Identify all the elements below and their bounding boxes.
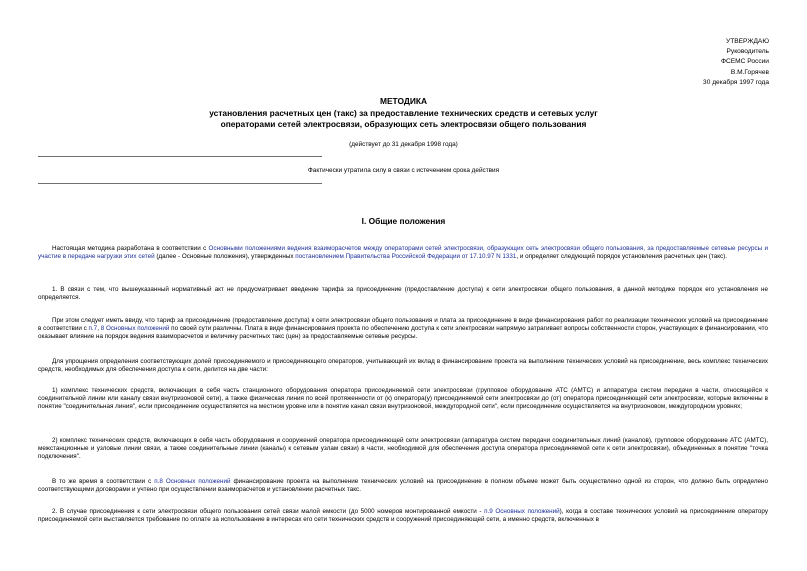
divider bbox=[38, 183, 322, 184]
intro-paragraph bbox=[38, 245, 768, 261]
paragraph-text: ), когда в составе технических условий на присоединение оператору присоединяемой сети выставляется требование по оплате за использование в интересах его сети технических средств и сооружений присоединяющей сети, а именно средств, включенных в bbox=[38, 508, 768, 524]
approval-position: Руководитель bbox=[726, 48, 769, 56]
paragraph-subitem-1 bbox=[38, 387, 768, 411]
paragraph-item-2 bbox=[38, 508, 768, 524]
basic-provisions-link[interactable]: Основными положениями ведения взаиморасчетов между операторами сетей электросвязи, образующих сеть электросвязи общего пользования, за предоставляемые сетевые ресурсы и участие в передаче нагрузки этих сетей bbox=[38, 245, 769, 261]
paragraph-text: В то же время в соответствии с bbox=[52, 478, 155, 485]
paragraph-text: 2) комплекс технических средств, включающих в себя часть оборудования и сооружений оператора присоединяющей сети электросвязи (аппаратура систем передачи соединительных линий (каналов), групповое оборудование АТС (АМТС), межстанционные и узловые линии связи, а также соединительные линии (каналы) к сетевым узлам связи) в части, необходимой для обеспечения доступа оператора присоединяемой сети к сети электросвязи), объединенных в понятие "точка подключения". bbox=[38, 437, 768, 461]
approval-signer: В.М.Горячев bbox=[730, 68, 769, 76]
lost-force-note: Фактически утратила силу в связи с истечением срока действия bbox=[307, 167, 500, 174]
government-decree-link[interactable]: постановлением Правительства Российской Федерации от 17.10.97 N 1331 bbox=[295, 253, 517, 261]
paragraph-text: Для упрощения определения соответствующих долей присоединяемого и присоединяющего операторов, учитывающий их вклад в финансирование проекта на выполнение технических условий на присоединение, весь комплекс технических средств, необходимых для обеспечения доступа к сети, делится на две части: bbox=[38, 358, 768, 374]
approval-heading: УТВЕРЖДАЮ bbox=[726, 38, 769, 45]
approval-organization: ФСЕМС России bbox=[721, 58, 769, 66]
title-line-2: установления расчетных цен (такс) за предоставление технических средств и сетевых услуг bbox=[209, 107, 598, 118]
section-title: I. Общие положения bbox=[361, 216, 446, 226]
approval-block bbox=[703, 37, 769, 88]
clause-9-link[interactable]: п.9 Основных положений bbox=[484, 508, 560, 515]
paragraph-text: 1. В связи с тем, что вышеуказанный нормативный акт не предусматривает введение тарифа за присоединение (предоставление доступа) к сети электросвязи общего пользования, в данной методике порядок его установления не определяется. bbox=[38, 286, 768, 302]
paragraph-subitem-2 bbox=[38, 437, 768, 461]
divider bbox=[38, 156, 322, 157]
paragraph-meanwhile bbox=[38, 478, 768, 494]
paragraph-text: 1) комплекс технических средств, включающих в себя часть станционного оборудования оператора присоединяемой сети электросвязи (групповое оборудование АТС (АМТС) и аппаратура систем передачи в части, относящейся к соединительной линии или каналу связи внутризоновой сети), а также физическая линия по всей протяженности от (к) оператора(у) присоединяемой сети электросвязи до (от) оператора присоединяющей сети электросвязи, которые включены в понятие "соединительная линия", если присоединение осуществляется на местном уровне или в понятие канал связи внутризоновой, междугородной сети", если присоединение осуществляется на внутризоновом, междугородном уровнях; bbox=[38, 387, 768, 411]
paragraph-text: 2. В случае присоединения к сети электросвязи общего пользования сетей связи малой емкости (до 5000 номеров монтированной емкости - bbox=[52, 508, 485, 515]
paragraph-text: При этом следует иметь ввиду, что тариф за присоединение (предоставление доступа) к сети электросвязи общего пользования и плата за присоединение в виде финансирования работ по реализации технических условий на присоединение в соответствии с bbox=[38, 317, 768, 333]
clause-8-link[interactable]: п.8 Основных положений bbox=[154, 478, 231, 485]
title-doc-type: МЕТОДИКА bbox=[379, 96, 428, 106]
intro-text: Настоящая методика разработана в соответствии с bbox=[52, 245, 209, 252]
approval-date: 30 декабря 1997 года bbox=[703, 78, 769, 86]
clause-7-link[interactable]: п.7 bbox=[88, 325, 98, 333]
clause-8-link[interactable]: 8 Основных положений bbox=[100, 325, 170, 333]
title-line-3: операторами сетей электросвязи, образующих сеть электросвязи общего пользования bbox=[220, 119, 587, 129]
paragraph-text: финансирование проекта на выполнение технических условий на присоединение в полном объеме может быть осуществлено одной из сторон, что должно быть определено соответствующими договорами и учтено при осуществлении взаиморасчетов и установлении расчетных такс. bbox=[38, 478, 769, 494]
validity-note: (действует до 31 декабря 1998 года) bbox=[349, 141, 458, 148]
paragraph-note bbox=[38, 317, 768, 341]
paragraph-item-1 bbox=[38, 286, 768, 302]
paragraph-text: , bbox=[97, 325, 101, 333]
paragraph-text: по своей сути различны. Плата в виде финансирования проекта по обеспечению доступа к сети электросвязи напрямую затрагивает вопросы собственности сторон, участвующих в финансировании, что оказывает влияние на порядок ведения взаиморасчетов и величину расчетных такс (цен) за предоставляемые сетевые ресурсы. bbox=[38, 325, 769, 341]
intro-text: (далее - Основные положения), утвержденных bbox=[154, 253, 296, 261]
intro-text: , и определяет следующий порядок установления расчетных цен (такс). bbox=[516, 253, 728, 261]
paragraph-simplify bbox=[38, 358, 768, 374]
document-title bbox=[0, 96, 807, 131]
